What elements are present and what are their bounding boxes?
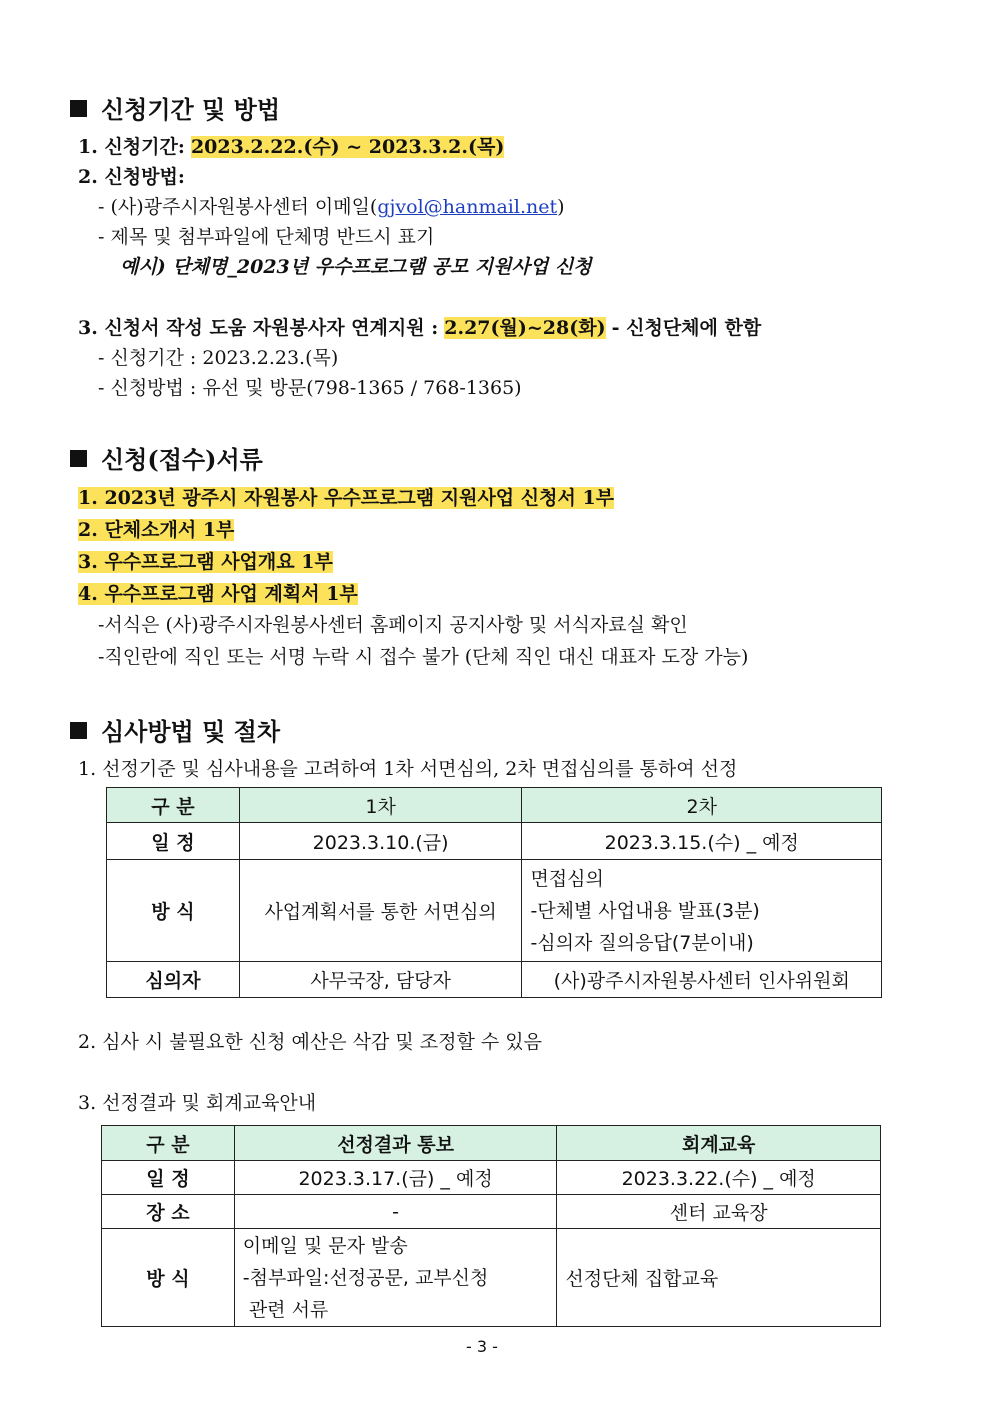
section-3-heading xyxy=(70,712,280,747)
square-bullet-icon xyxy=(70,722,87,739)
section-3-title: 심사방법 및 절차 xyxy=(101,717,280,746)
table-row xyxy=(102,1126,881,1161)
square-bullet-icon xyxy=(70,450,87,467)
method-example: 예시) 단체명_2023년 우수프로그램 공모 지원사업 신청 xyxy=(120,256,592,278)
doc-item: 1. 2023년 광주시 자원봉사 우수프로그램 지원사업 신청서 1부 xyxy=(78,487,615,509)
table-row xyxy=(107,962,882,998)
table-header-cell: 1차 xyxy=(239,788,522,823)
section-1-title: 신청기간 및 방법 xyxy=(101,95,280,124)
table-cell: 2023.3.22.(수) _ 예정 xyxy=(557,1161,881,1195)
row-label: 일 정 xyxy=(107,823,240,860)
table-header-cell: 2차 xyxy=(522,788,882,823)
section-1-heading xyxy=(70,90,280,125)
method-label: 2. 신청방법: xyxy=(78,166,185,188)
table-header-cell: 선정결과 통보 xyxy=(234,1126,557,1161)
method-email-line: - (사)광주시자원봉사센터 이메일(gjvol@hanmail.net) xyxy=(98,196,565,218)
review-item-2: 2. 심사 시 불필요한 신청 예산은 삭감 및 조정할 수 있음 xyxy=(78,1031,542,1053)
table-cell: 2023.3.10.(금) xyxy=(239,823,522,860)
table-row xyxy=(107,788,882,823)
section-2-title: 신청(접수)서류 xyxy=(101,445,263,474)
table-cell: 2023.3.15.(수) _ 예정 xyxy=(522,823,882,860)
method-title-line: - 제목 및 첨부파일에 단체명 반드시 표기 xyxy=(98,226,435,248)
review-item-1: 1. 선정기준 및 심사내용을 고려하여 1차 서면심의, 2차 면접심의를 통하여 선정 xyxy=(78,758,738,780)
support-period: 2.27(월)~28(화) xyxy=(444,317,606,339)
row-label: 방 식 xyxy=(102,1229,235,1327)
result-table xyxy=(101,1125,881,1327)
row-label: 방 식 xyxy=(107,860,240,962)
doc-item: 3. 우수프로그램 사업개요 1부 xyxy=(78,551,333,573)
period-value: 2023.2.22.(수) ~ 2023.3.2.(목) xyxy=(190,136,505,158)
row-label: 일 정 xyxy=(102,1161,235,1195)
table-row xyxy=(102,1195,881,1229)
row-label: 장 소 xyxy=(102,1195,235,1229)
table-cell: 센터 교육장 xyxy=(557,1195,881,1229)
table-cell: 면접심의 -단체별 사업내용 발표(3분) -심의자 질의응답(7분이내) xyxy=(522,860,882,962)
table-cell: 사업계획서를 통한 서면심의 xyxy=(239,860,522,962)
review-item-3: 3. 선정결과 및 회계교육안내 xyxy=(78,1092,317,1114)
table-header-cell: 구 분 xyxy=(102,1126,235,1161)
section-2-heading xyxy=(70,440,263,475)
table-cell: - xyxy=(234,1195,557,1229)
table-row xyxy=(107,823,882,860)
table-cell: 2023.3.17.(금) _ 예정 xyxy=(234,1161,557,1195)
doc-note-form: -서식은 (사)광주시자원봉사센터 홈페이지 공지사항 및 서식자료실 확인 xyxy=(98,614,688,636)
period-line xyxy=(78,132,504,159)
table-row xyxy=(102,1229,881,1327)
square-bullet-icon xyxy=(70,100,87,117)
page-number: - 3 - xyxy=(466,1337,498,1356)
table-cell: (사)광주시자원봉사센터 인사위원회 xyxy=(522,962,882,998)
doc-item: 2. 단체소개서 1부 xyxy=(78,519,235,541)
table-header-cell: 회계교육 xyxy=(557,1126,881,1161)
review-table xyxy=(106,787,882,998)
table-cell: 사무국장, 담당자 xyxy=(239,962,522,998)
table-row xyxy=(102,1161,881,1195)
support-period-line: - 신청기간 : 2023.2.23.(목) xyxy=(98,347,339,369)
email-link[interactable]: gjvol@hanmail.net xyxy=(377,196,558,218)
table-cell: 이메일 및 문자 발송 -첨부파일:선정공문, 교부신청 관련 서류 xyxy=(234,1229,557,1327)
table-row xyxy=(107,860,882,962)
table-header-cell: 구 분 xyxy=(107,788,240,823)
table-cell: 선정단체 집합교육 xyxy=(557,1229,881,1327)
support-line: 3. 신청서 작성 도움 자원봉사자 연계지원 : 2.27(월)~28(화) - 신청단체에 한함 xyxy=(78,317,762,339)
doc-note-seal: -직인란에 직인 또는 서명 누락 시 접수 불가 (단체 직인 대신 대표자 도장 가능) xyxy=(98,646,749,668)
doc-item: 4. 우수프로그램 사업 계획서 1부 xyxy=(78,583,358,605)
row-label: 심의자 xyxy=(107,962,240,998)
period-label: 1. 신청기간: xyxy=(78,136,185,158)
support-method-line: - 신청방법 : 유선 및 방문(798-1365 / 768-1365) xyxy=(98,377,522,399)
